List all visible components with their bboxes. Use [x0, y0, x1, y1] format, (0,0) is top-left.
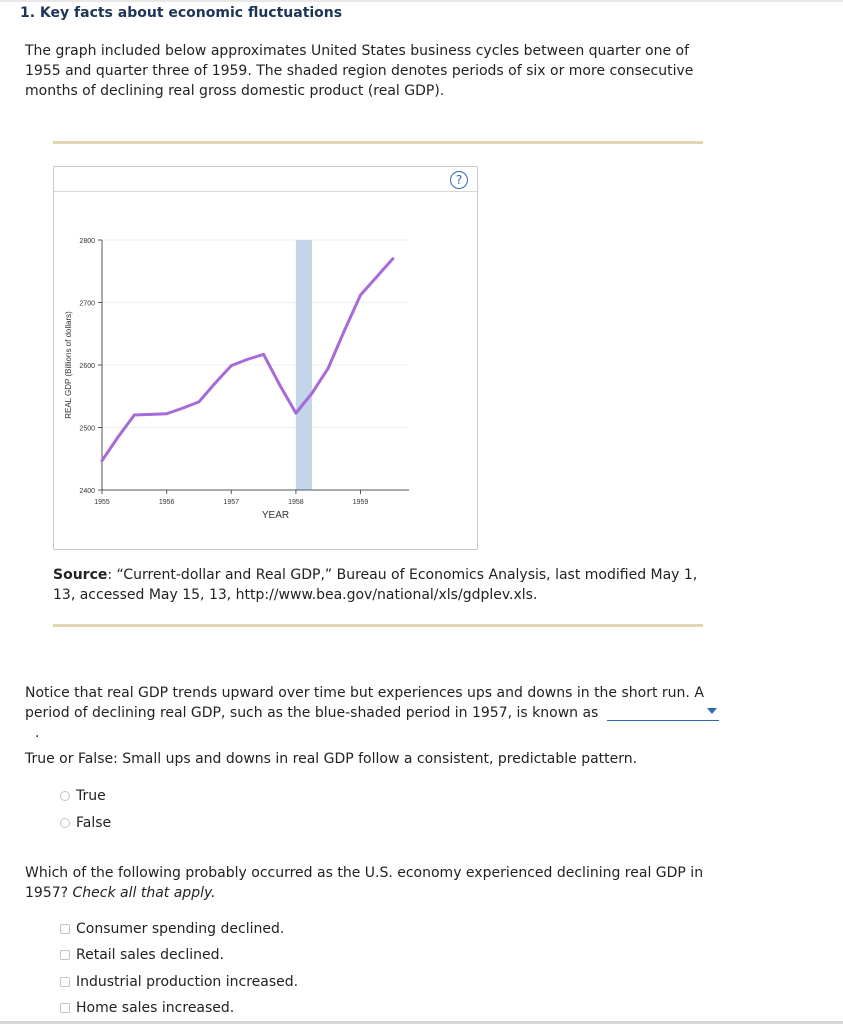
option-true[interactable] [60, 787, 106, 805]
checkbox-label: Consumer spending declined. [76, 921, 285, 937]
top-rule [53, 141, 703, 144]
source-text: : “Current-dollar and Real GDP,” Bureau of Economics Analysis, last modified May 1, 13, accessed May 15, 13, http://www.bea.gov/national/xls/gdplev.xls. [53, 567, 698, 603]
gdp-data-point [133, 414, 136, 417]
gdp-data-point [294, 412, 297, 415]
top-divider [0, 0, 843, 2]
x-tick-label: 1955 [94, 499, 110, 506]
gdp-line-chart [54, 167, 479, 551]
which-question-text: Which of the following probably occurred as the U.S. economy experienced declining real GDP in 1957? [25, 865, 704, 901]
gdp-data-point [262, 353, 265, 356]
gdp-data-point [165, 412, 168, 415]
checkbox-option-home-sales[interactable] [60, 999, 234, 1017]
which-question [25, 863, 735, 903]
y-tick-label: 2600 [79, 363, 95, 370]
recession-shade [296, 240, 312, 490]
question-title: 1. Key facts about economic fluctuations [20, 5, 343, 21]
gdp-data-point [327, 367, 330, 370]
gdp-data-point [391, 257, 394, 260]
y-tick-label: 2500 [79, 425, 95, 433]
checkbox-home-sales[interactable] [60, 1003, 70, 1013]
option-true-label: True [76, 788, 106, 804]
checkbox-option-consumer-spending[interactable] [60, 920, 284, 938]
radio-true[interactable] [60, 791, 70, 801]
business-cycle-dropdown[interactable] [607, 703, 719, 721]
source-label: Source [53, 567, 108, 583]
gdp-data-point [117, 435, 120, 438]
x-axis-label: YEAR [261, 510, 290, 521]
y-tick-label: 2700 [79, 300, 95, 308]
source-citation [53, 565, 703, 605]
which-instruction: Check all that apply. [72, 885, 216, 901]
option-false-label: False [76, 815, 112, 831]
notice-text: Notice that real GDP trends upward over time but experiences ups and downs in the short run. A period of declining real GDP, such as the blue-shaded period in 1957, is known as [25, 685, 704, 721]
gdp-data-point [343, 329, 346, 332]
gdp-data-point [230, 364, 233, 367]
gdp-data-point [181, 407, 184, 410]
gdp-data-point [101, 459, 104, 462]
question-intro: The graph included below approximates United States business cycles between quarter one of 1955 and quarter three of 1959. The shaded region denotes periods of six or more consecutive months of declining real gross domestic product (real GDP). [25, 43, 694, 99]
checkbox-industrial-production[interactable] [60, 977, 70, 987]
chevron-down-icon [707, 708, 717, 714]
help-icon[interactable]: ? [450, 171, 468, 189]
graph-panel [53, 166, 478, 550]
gdp-data-point [359, 294, 362, 297]
y-tick-label: 2800 [79, 238, 95, 245]
x-tick-label: 1959 [352, 499, 369, 506]
checkbox-label: Retail sales declined. [76, 947, 224, 963]
y-tick-label: 2400 [79, 488, 95, 495]
checkbox-option-retail-sales[interactable] [60, 946, 224, 964]
radio-false[interactable] [60, 818, 70, 828]
gdp-data-point [198, 400, 201, 403]
notice-end: . [35, 725, 40, 741]
checkbox-retail-sales[interactable] [60, 950, 70, 960]
checkbox-option-industrial-production[interactable] [60, 973, 298, 991]
x-tick-label: 1958 [288, 499, 304, 506]
checkbox-label: Home sales increased. [76, 1000, 235, 1016]
option-false[interactable] [60, 814, 111, 832]
checkbox-consumer-spending[interactable] [60, 924, 70, 934]
notice-paragraph [25, 683, 735, 743]
gdp-data-point [149, 413, 152, 416]
gdp-data-point [375, 275, 378, 278]
gdp-data-point [246, 358, 249, 361]
bottom-rule [53, 624, 703, 627]
x-tick-label: 1956 [158, 499, 175, 506]
gdp-data-point [214, 382, 217, 385]
true-false-question: True or False: Small ups and downs in real GDP follow a consistent, predictable pattern. [25, 751, 638, 767]
x-tick-label: 1957 [223, 499, 240, 506]
gdp-data-point [311, 392, 314, 395]
checkbox-label: Industrial production increased. [76, 974, 299, 990]
y-axis-label: REAL GDP (Billions of dollars) [64, 311, 73, 419]
gdp-data-point [278, 384, 281, 387]
